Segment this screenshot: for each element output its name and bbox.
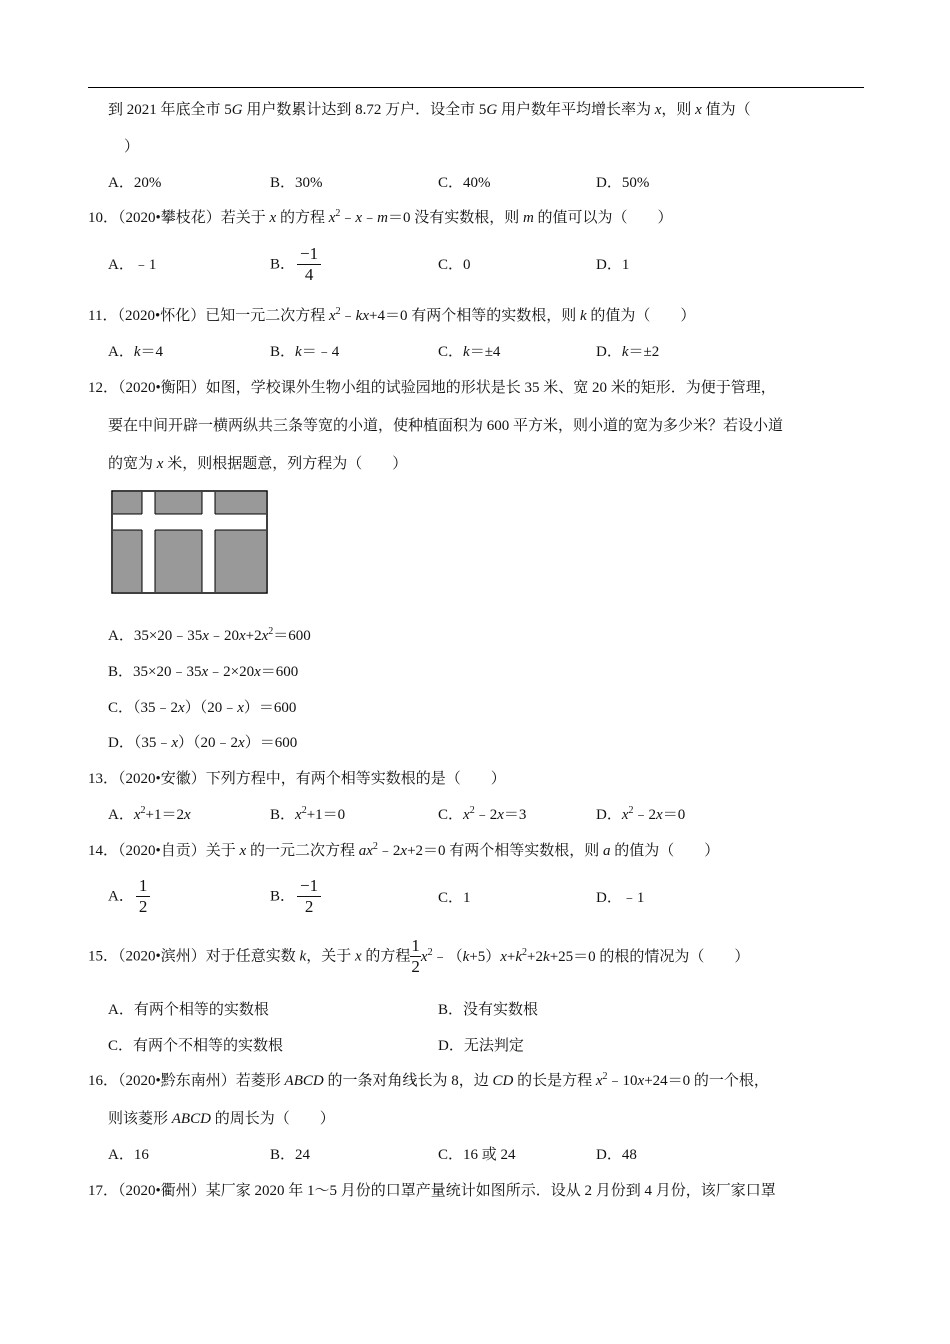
option-label: A． [108, 888, 134, 905]
q12-stem-line2: 要在中间开辟一横两纵共三条等宽的小道，使种植面积为 600 平方米，则小道的宽为多少米？若设小道 [108, 418, 784, 434]
q16-option-c: C．16 或 24 [438, 1147, 516, 1163]
q9-stem [108, 100, 751, 120]
q12-stem-line1 [88, 378, 776, 398]
q15-text: +2 [527, 948, 544, 965]
q10-option-b [270, 244, 323, 285]
question-number: 11． [88, 308, 118, 324]
q11-var: k [133, 344, 141, 360]
option-text: A．35×20﹣35 [108, 628, 203, 644]
q9-option-a: A．20% [108, 175, 162, 191]
fraction [297, 244, 321, 285]
garden-figure [111, 490, 269, 595]
q10-text: 的方程 [276, 210, 329, 226]
exponent: 2 [469, 805, 475, 816]
q15-var: x [354, 948, 362, 965]
q11-var: k [621, 344, 629, 360]
q16-text: （2020•黔东南州）若菱形 [118, 1073, 285, 1089]
question-number: 12． [88, 380, 119, 396]
q14-stem [88, 841, 719, 861]
q12-option-b [108, 662, 298, 682]
q9-close: ） [124, 139, 140, 155]
q14-var: x [400, 843, 408, 859]
q11-var: x [328, 308, 336, 324]
fraction-denominator: 2 [304, 897, 314, 916]
q15-option-b: B．没有实数根 [438, 1002, 539, 1018]
option-text: ＝0 [662, 807, 686, 823]
q11-var: k [463, 344, 470, 360]
q12-option-a [108, 626, 311, 646]
exponent: 2 [140, 805, 146, 816]
q15-stem [88, 936, 749, 977]
planting-plot [155, 492, 202, 514]
q16-text: 的周长为（ ） [210, 1111, 335, 1127]
q15-var: k [515, 948, 523, 965]
q9-option-c: C．40% [438, 175, 491, 191]
question-number: 13． [88, 771, 119, 787]
q13-var: x [463, 807, 470, 823]
option-label: B． [270, 807, 296, 823]
q14-text: +2＝0 有两个相等实数根，则 [407, 843, 604, 859]
option-text: C．（35﹣2 [108, 700, 179, 716]
exponent: 2 [602, 1071, 608, 1082]
q9-var: x [654, 102, 662, 118]
q9-text: 到 2021 年底全市 5 [108, 102, 232, 118]
option-value: ＝±4 [469, 344, 501, 360]
q13-var: x [295, 807, 302, 823]
option-text: ）（20﹣2 [178, 735, 239, 751]
option-label: C． [438, 344, 464, 360]
q15-var: x [420, 948, 428, 965]
fraction-denominator: 2 [138, 897, 148, 916]
q16-option-d: D．48 [596, 1147, 637, 1163]
q12-stem-line3 [108, 454, 407, 474]
q9-text: 值为（ [701, 102, 751, 118]
option-label: C． [438, 807, 464, 823]
q10-var: m [377, 210, 388, 226]
q11-text: ﹣ [340, 308, 356, 324]
q11-text: 的值为（ ） [586, 308, 696, 324]
q11-var: k [355, 308, 363, 324]
exponent: 2 [372, 841, 378, 852]
q9-var: G [486, 102, 498, 118]
option-label: D． [596, 344, 622, 360]
option-label: D． [596, 807, 622, 823]
fraction-denominator: 4 [304, 265, 314, 284]
q14-option-b [270, 876, 323, 917]
q11-stem: 11．（2020•怀化）已知一元二次方程 $x^2﹣kx+4=0$ 有两个相等的实数根，则 k 的值为（ ） [88, 306, 696, 324]
q12-var: x [261, 628, 269, 644]
question-number: 16． [88, 1073, 119, 1089]
q9-text: 用户数年平均增长率为 [497, 102, 655, 118]
q14-var: x [239, 843, 247, 859]
q9-option-b: B．30% [270, 175, 323, 191]
exponent: 2 [268, 626, 274, 637]
q15-text: 的方程 [361, 948, 411, 965]
option-text: +1＝0 [306, 807, 346, 823]
q12-text: （2020•衡阳）如图，学校课外生物小组的试验园地的形状是长 35 米、宽 20 米的矩形．为便于管理， [118, 380, 776, 396]
option-text: ＝3 [503, 807, 527, 823]
fraction-numerator: 1 [136, 876, 151, 897]
q15-text: ﹣（ [432, 948, 463, 965]
exponent: 2 [427, 946, 433, 958]
q12-var: x [171, 735, 179, 751]
option-label: B． [270, 256, 296, 273]
q10-var: x [355, 210, 363, 226]
q13-option-a [108, 805, 191, 825]
q13-stem [88, 769, 506, 789]
q9-var: G [231, 102, 243, 118]
header-rule [88, 87, 864, 88]
option-value: ＝4 [140, 344, 164, 360]
q11-option-a [108, 342, 163, 362]
q16-text: 的一条对角线长为 8，边 [323, 1073, 493, 1089]
q12-var: x [238, 735, 245, 751]
q16-text: ﹣10 [607, 1073, 638, 1089]
q16-option-a: A．16 [108, 1147, 149, 1163]
q12-var: x [254, 664, 261, 680]
q12-var: x [202, 628, 209, 644]
q15-text: +5） [469, 948, 501, 965]
q9-var: x [695, 102, 702, 118]
q14-text: 的一元二次方程 [246, 843, 359, 859]
q15-option-d: D．无法判定 [438, 1038, 524, 1054]
fraction-denominator: 2 [411, 957, 420, 976]
q14-text: （2020•自贡）关于 [118, 843, 240, 859]
q15-option-a: A．有两个相等的实数根 [108, 1002, 269, 1018]
q13-var: x [183, 807, 191, 823]
q13-var: x [133, 807, 141, 823]
question-number: 10． [88, 210, 119, 226]
fraction [136, 876, 151, 917]
q14-option-c: C．1 [438, 890, 471, 906]
q10-text: ﹣ [340, 210, 356, 226]
q9-text: ，则 [661, 102, 696, 118]
q14-var: a [358, 843, 367, 859]
q11-option-c [438, 342, 500, 362]
q14-var: x [366, 843, 373, 859]
q14-text: ﹣2 [377, 843, 401, 859]
fraction-numerator: −1 [297, 244, 321, 265]
question-number: 17． [88, 1183, 119, 1199]
q16-text: +24＝0 的一个根， [644, 1073, 769, 1089]
planting-plot [155, 530, 202, 592]
q16-var: x [637, 1073, 645, 1089]
option-text: ﹣2 [633, 807, 657, 823]
option-text: B．35×20﹣35 [108, 664, 202, 680]
q15-text: ，关于 [306, 948, 355, 965]
q11-text: +4＝0 有两个相等的实数根，则 [369, 308, 580, 324]
q12-option-c [108, 698, 296, 718]
option-label: B． [270, 344, 296, 360]
q12-var: x [237, 700, 244, 716]
q15-var: x [500, 948, 507, 965]
q13-var: x [656, 807, 663, 823]
q16-text: 的长是方程 [513, 1073, 596, 1089]
q11-option-b [270, 342, 339, 362]
option-label: A． [108, 807, 134, 823]
option-text: ）＝600 [244, 735, 298, 751]
option-text: +1＝2 [145, 807, 184, 823]
q16-var: ABCD [284, 1073, 324, 1089]
q15-var: k [543, 948, 550, 965]
option-value: ＝±2 [628, 344, 660, 360]
q10-var: x [328, 210, 336, 226]
q9-text: 用户数累计达到 8.72 万户．设全市 5 [242, 102, 487, 118]
q10-stem: 10．（2020•攀枝花）若关于 x 的方程 $x^2﹣x﹣m=0$ 没有实数根，则 m 的值可以为（ ） [88, 208, 673, 226]
q16-var: x [595, 1073, 603, 1089]
option-text: D．（35﹣ [108, 735, 172, 751]
q15-var: k [299, 948, 307, 965]
q14-option-d: D．﹣1 [596, 890, 645, 906]
q10-text: （2020•攀枝花）若关于 [118, 210, 270, 226]
q11-text: （2020•怀化）已知一元二次方程 [117, 308, 329, 324]
q10-text: ﹣ [362, 210, 378, 226]
q11-var: x [362, 308, 369, 324]
q9-option-d: D．50% [596, 175, 650, 191]
question-number: 14． [88, 843, 119, 859]
q13-text: （2020•安徽）下列方程中，有两个相等实数根的是（ ） [118, 771, 506, 787]
q10-option-a: A．﹣1 [108, 257, 157, 273]
exponent: 2 [301, 805, 307, 816]
option-label: B． [270, 888, 296, 905]
q16-stem-line2 [108, 1109, 335, 1129]
q12-text: 的宽为 [108, 456, 157, 472]
exponent: 2 [522, 946, 528, 958]
q12-text: 米，则根据题意，列方程为（ ） [163, 456, 408, 472]
q12-var: x [156, 456, 164, 472]
q11-var: k [295, 344, 302, 360]
option-text: ＝600 [273, 628, 311, 644]
q12-var: x [201, 664, 209, 680]
fraction-numerator: −1 [297, 876, 321, 897]
q13-var: x [497, 807, 504, 823]
option-text: ﹣20 [208, 628, 239, 644]
fraction [410, 936, 421, 977]
question-number: 15． [88, 948, 119, 965]
q15-var: k [462, 948, 470, 965]
option-text: ﹣2×20 [208, 664, 255, 680]
q15-text: +25＝0 的根的情况为（ ） [549, 948, 750, 965]
fraction [297, 876, 321, 917]
q13-option-c [438, 805, 526, 825]
planting-plot [113, 492, 142, 514]
planting-plot [215, 492, 266, 514]
q16-var: ABCD [171, 1111, 211, 1127]
option-label: A． [108, 344, 134, 360]
option-text: ）＝600 [243, 700, 297, 716]
q14-text: 的值为（ ） [610, 843, 720, 859]
option-text: ＝600 [260, 664, 299, 680]
q12-var: x [238, 628, 246, 644]
planting-plot [113, 530, 142, 592]
option-text: +2 [245, 628, 262, 644]
q13-option-d [596, 805, 685, 825]
q16-text: 则该菱形 [108, 1111, 172, 1127]
q10-var: m [522, 210, 534, 226]
q15-text: + [506, 948, 516, 965]
q14-option-a [108, 876, 152, 917]
q10-var: x [269, 210, 277, 226]
q10-text: 的值可以为（ ） [533, 210, 673, 226]
q10-text: ＝0 没有实数根，则 [387, 210, 523, 226]
q11-option-d [596, 342, 659, 362]
q15-equation [420, 946, 750, 965]
planting-plot [215, 530, 266, 592]
q17-stem [88, 1181, 776, 1201]
option-value: ＝﹣4 [301, 344, 340, 360]
q15-text: （2020•滨州）对于任意实数 [118, 948, 300, 965]
exponent: 2 [628, 805, 634, 816]
q16-stem-line1 [88, 1071, 769, 1091]
q10-option-d: D．1 [596, 257, 630, 273]
q10-option-c: C．0 [438, 257, 471, 273]
fraction-numerator: 1 [411, 936, 420, 955]
q12-var: x [178, 700, 185, 716]
q17-text: （2020•衢州）某厂家 2020 年 1～5 月份的口罩产量统计如图所示．设从 2 月份到 4 月份，该厂家口罩 [118, 1183, 776, 1199]
q13-var: x [621, 807, 629, 823]
q16-option-b: B．24 [270, 1147, 311, 1163]
q13-option-b [270, 805, 345, 825]
q12-option-d [108, 733, 297, 753]
q14-var: a [603, 843, 611, 859]
option-text: ）（20﹣ [184, 700, 238, 716]
q16-var: CD [492, 1073, 514, 1089]
q11-var: k [579, 308, 587, 324]
q15-option-c: C．有两个不相等的实数根 [108, 1038, 284, 1054]
option-text: ﹣2 [474, 807, 498, 823]
